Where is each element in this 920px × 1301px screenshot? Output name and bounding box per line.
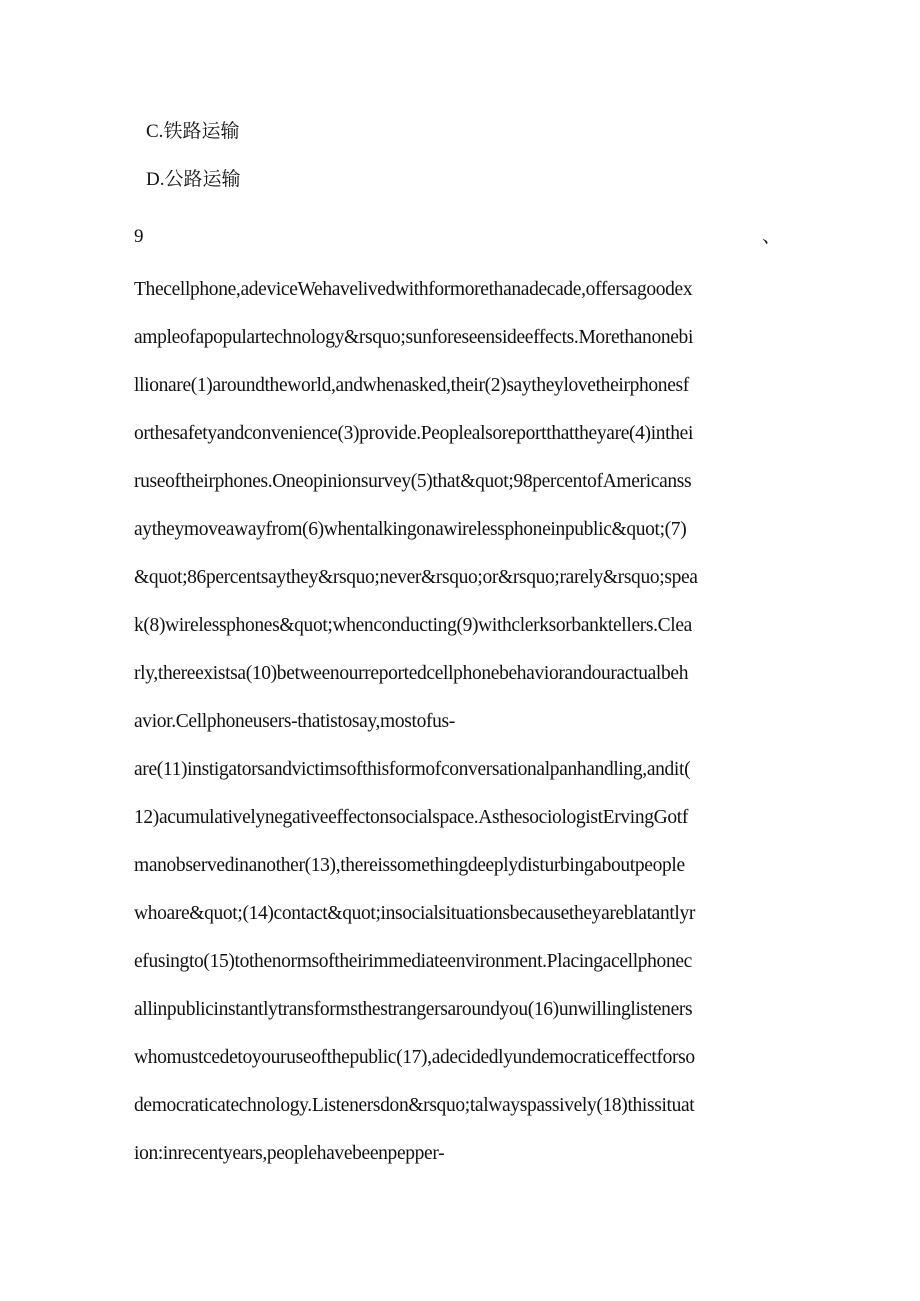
passage-line: manobservedinanother(13),thereissomethingdeeplydisturbingaboutpeople [134,855,685,876]
passage-line: ion:inrecentyears,peoplehavebeenpepper- [134,1143,445,1164]
passage-line: orthesafetyandconvenience(3)provide.Peoplealsoreportthattheyare(4)inthei [134,423,694,444]
passage-line: k(8)wirelessphones&quot;whenconducting(9)withclerksorbanktellers.Clea [134,615,692,636]
option-d-text: 公路运输 [164,169,241,190]
passage-line: llionare(1)aroundtheworld,andwhenasked,their(2)saytheylovetheirphonesf [134,375,689,396]
passage-line: whomustcedetoyouruseofthepublic(17),adecidedlyundemocraticeffectforso [134,1047,695,1068]
passage-line: aytheymoveawayfrom(6)whentalkingonawirelessphoneinpublic&quot;(7) [134,519,687,540]
passage-text [134,276,786,1188]
question-number: 9 [134,226,144,247]
option-d [146,168,241,192]
question-separator: 、 [762,226,782,247]
option-d-letter: D. [146,169,165,190]
passage-line: whoare&quot;(14)contact&quot;insocialsituationsbecausetheyareblatantlyr [134,903,696,924]
passage-line: are(11)instigatorsandvictimsofthisformofconversationalpanhandling,andit( [134,759,691,780]
passage-line: ampleofapopulartechnology&rsquo;sunforeseensideeffects.Morethanonebi [134,327,694,348]
passage-line: ruseoftheirphones.Oneopinionsurvey(5)that&quot;98percentofAmericanss [134,471,692,492]
option-c-letter: C. [146,121,164,142]
option-c-text: 铁路运输 [163,121,240,142]
passage-line: rly,thereexistsa(10)betweenourreportedcellphonebehaviorandouractualbeh [134,663,689,684]
passage-line: democraticatechnology.Listenersdon&rsquo;talwayspassively(18)thissituat [134,1095,695,1116]
passage-line: avior.Cellphoneusers-thatistosay,mostofus- [134,711,455,732]
option-c [146,120,239,144]
passage-line: Thecellphone,adeviceWehavelivedwithformorethanadecade,offersagoodex [134,279,693,300]
passage-line: 12)acumulativelynegativeeffectonsocialspace.AsthesociologistErvingGotf [134,807,688,828]
passage-line: allinpublicinstantlytransformsthestrangersaroundyou(16)unwillinglisteners [134,999,693,1020]
passage-line: &quot;86percentsaythey&rsquo;never&rsquo;or&rsquo;rarely&rsquo;spea [134,567,698,588]
passage-line: efusingto(15)tothenormsoftheirimmediateenvironment.Placingacellphonec [134,951,692,972]
